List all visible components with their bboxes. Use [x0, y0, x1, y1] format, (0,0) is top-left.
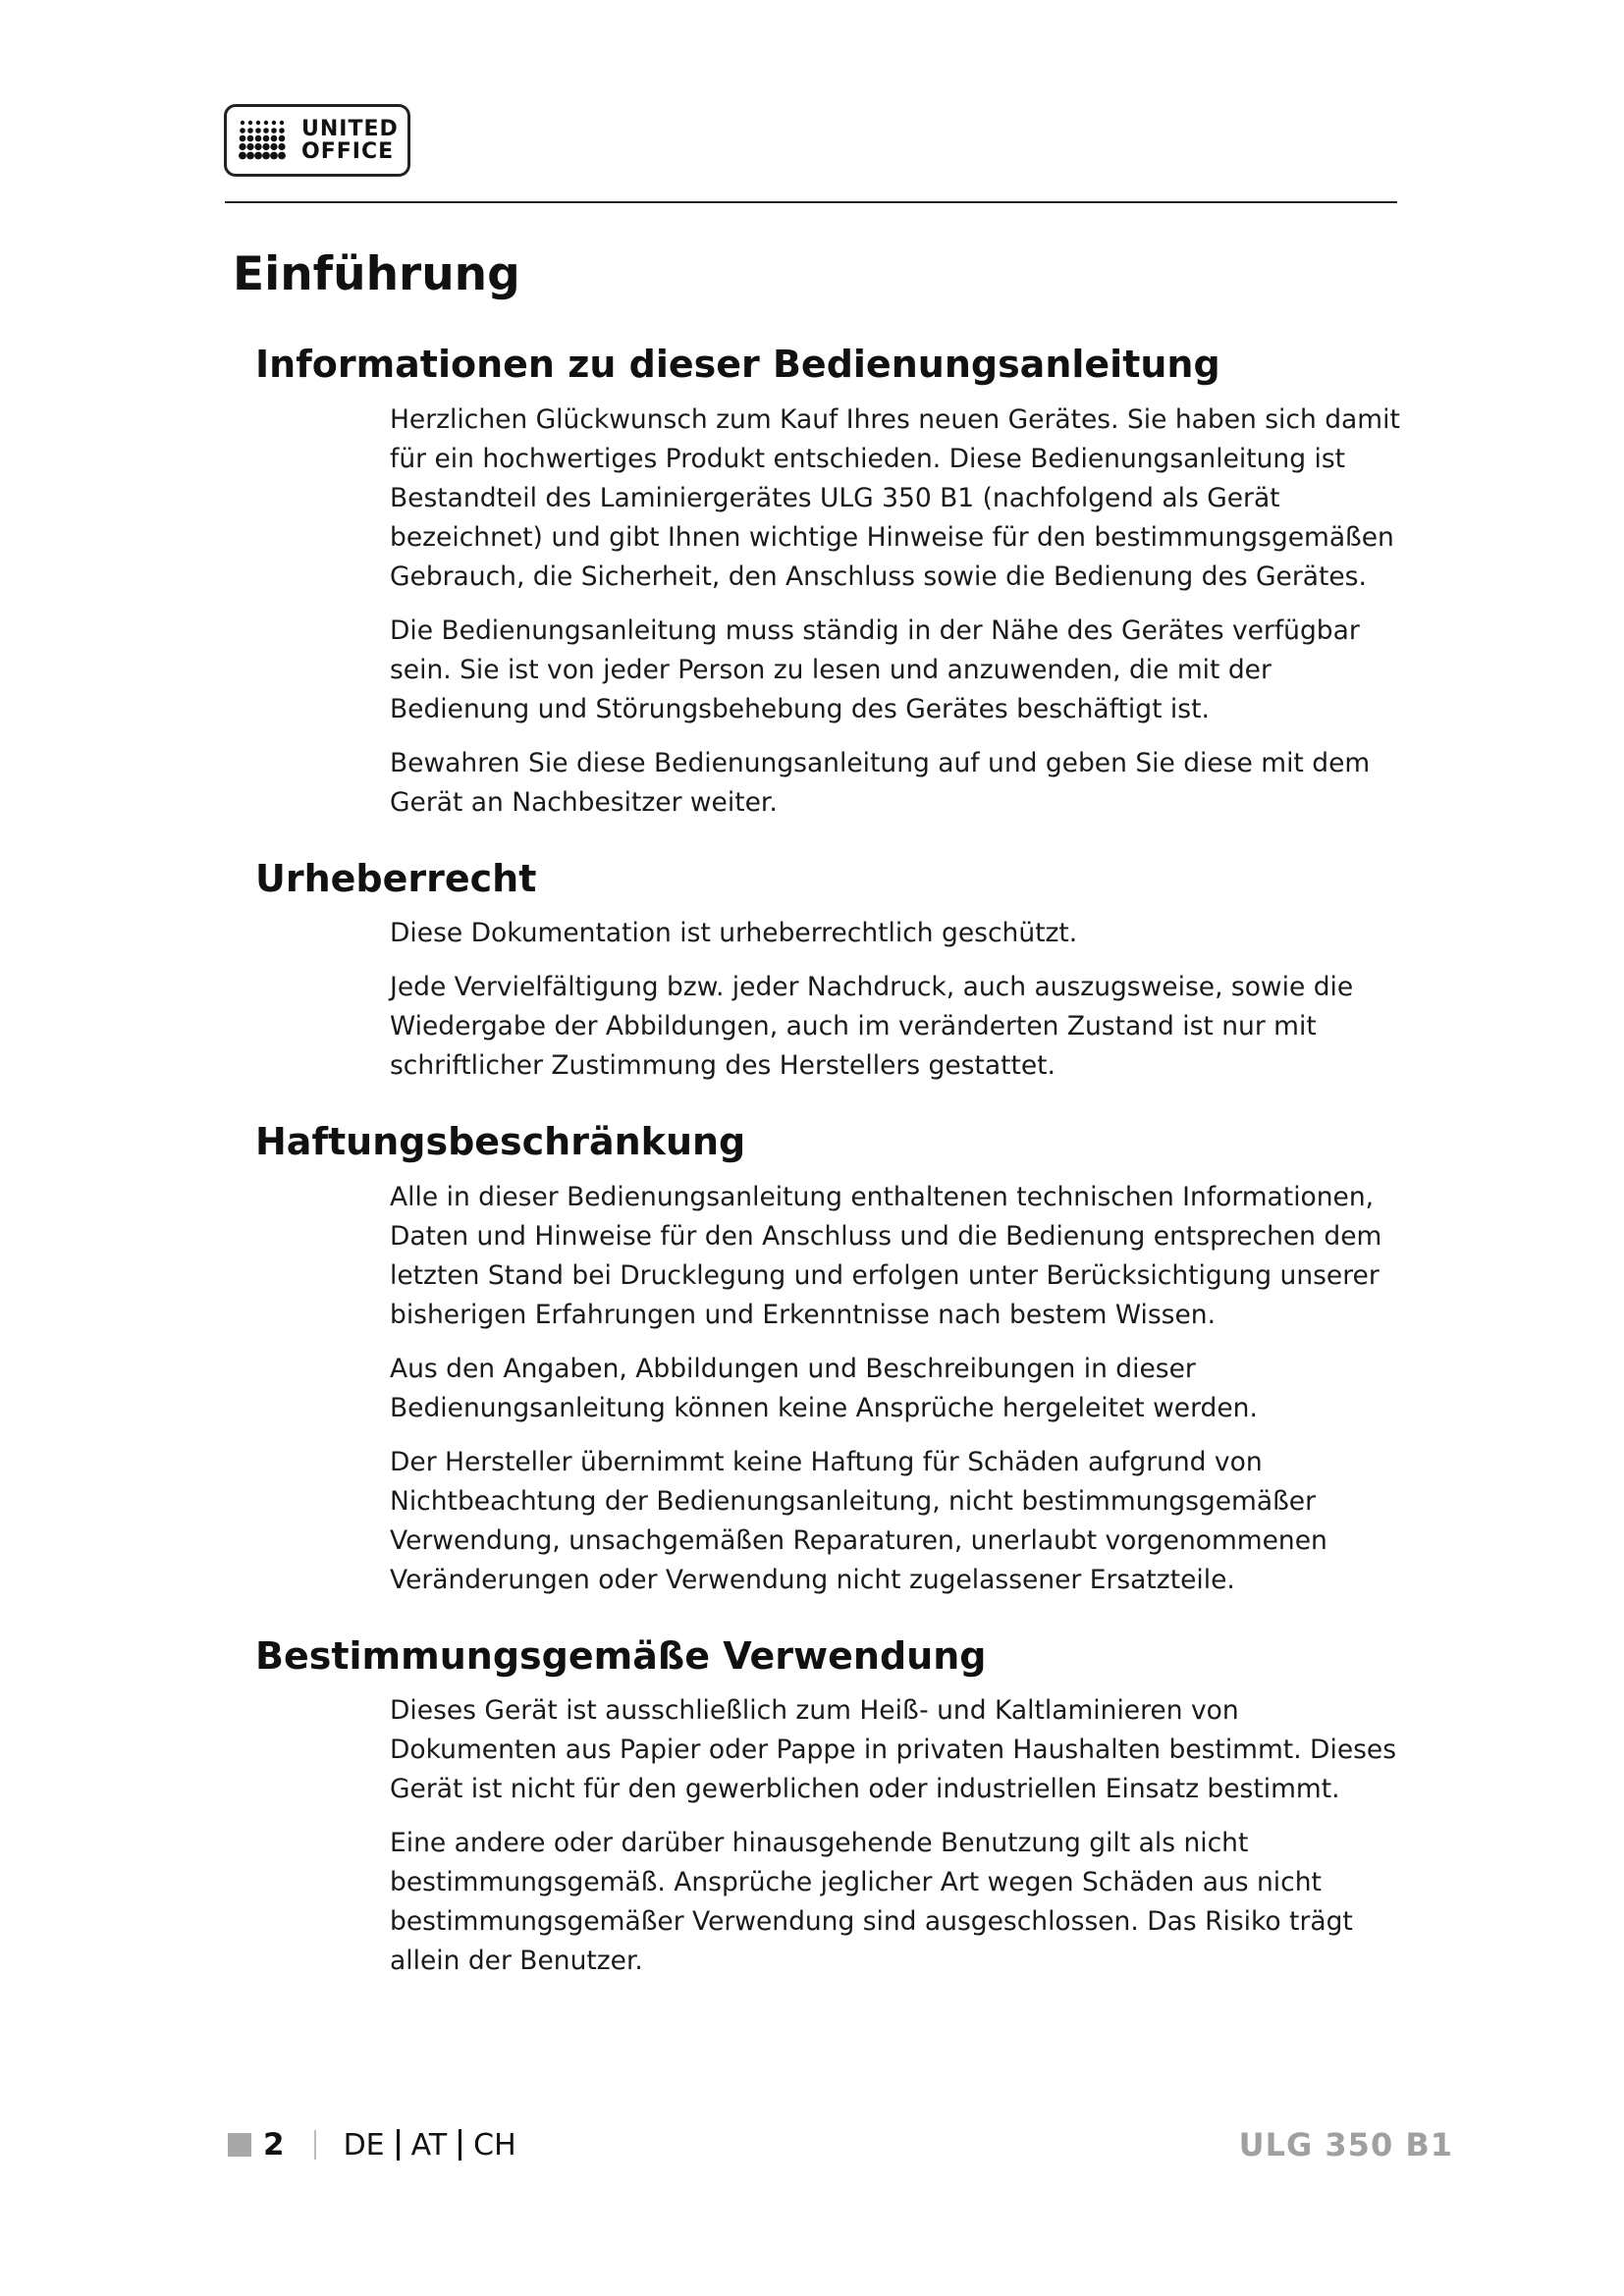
section-heading: Bestimmungsgemäße Verwendung [255, 1633, 987, 1678]
page-number: 2 [263, 2127, 285, 2163]
paragraph: Die Bedienungsanleitung muss ständig in der Nähe des Gerätes verfügbar sein. Sie ist von jeder Person zu lesen und anzuwenden, die mit der Bedienung und Störungsbehebung des Gerätes beschäftigt ist. [390, 614, 1360, 724]
section-intended-use [255, 1633, 1404, 1982]
footer-divider [314, 2130, 316, 2160]
section-copyright [255, 856, 1404, 1087]
logo-line-1: UNITED [301, 117, 399, 141]
language-separator [459, 2129, 461, 2161]
logo-text [301, 118, 399, 163]
logo-dots-icon [237, 118, 294, 163]
language-ch: CH [473, 2127, 516, 2163]
footer-square-icon [228, 2133, 251, 2157]
brand-logo [224, 104, 410, 177]
paragraph: Diese Dokumentation ist urheberrechtlich geschützt. [390, 918, 1078, 948]
section-manual-info [255, 342, 1404, 823]
paragraph: Herzlichen Glückwunsch zum Kauf Ihres neuen Gerätes. Sie haben sich damit für ein hochwertiges Produkt entschieden. Diese Bedienungsanleitung ist Bestandteil des Laminiergerätes ULG 350 B1 (nachfolgend als Gerät bezeichnet) und gibt Ihnen wichtige Hinweise für den bestimmungsgemäßen Gebrauch, die Sicherheit, den Anschluss sowie die Bedienung des Gerätes. [390, 403, 1400, 592]
section-liability [255, 1119, 1404, 1600]
logo-line-2: OFFICE [301, 139, 395, 164]
page-title: Einführung [233, 247, 520, 301]
language-separator [397, 2129, 400, 2161]
paragraph: Jede Vervielfältigung bzw. jeder Nachdruck, auch auszugsweise, sowie die Wiedergabe der Abbildungen, auch im veränderten Zustand ist nur mit schriftlicher Zustimmung des Herstellers gestattet. [390, 972, 1354, 1081]
paragraph: Der Hersteller übernimmt keine Haftung für Schäden aufgrund von Nichtbeachtung der Bedienungsanleitung, nicht bestimmungsgemäßer Verwendung, unsachgemäßen Reparaturen, unerlaubt vorgenommenen Veränderungen oder Verwendung nicht zugelassener Ersatzteile. [390, 1446, 1327, 1595]
language-at: AT [410, 2127, 448, 2163]
model-number: ULG 350 B1 [1238, 2126, 1453, 2163]
page-footer [228, 2120, 1453, 2169]
section-heading: Informationen zu dieser Bedienungsanleitung [255, 343, 1220, 386]
paragraph: Alle in dieser Bedienungsanleitung enthaltenen technischen Informationen, Daten und Hinweise für den Anschluss und die Bedienung entsprechen dem letzten Stand bei Drucklegung und erfolgen unter Berücksichtigung unserer bisherigen Erfahrungen und Erkenntnisse nach bestem Wissen. [390, 1181, 1382, 1330]
paragraph: Aus den Angaben, Abbildungen und Beschreibungen in dieser Bedienungsanleitung können keine Ansprüche hergeleitet werden. [390, 1353, 1258, 1423]
content [255, 342, 1404, 2014]
section-heading: Urheberrecht [255, 856, 537, 900]
paragraph: Bewahren Sie diese Bedienungsanleitung auf und geben Sie diese mit dem Gerät an Nachbesitzer weiter. [390, 747, 1371, 818]
paragraph: Eine andere oder darüber hinausgehende Benutzung gilt als nicht bestimmungsgemäß. Ansprüche jeglicher Art wegen Schäden aus nicht bestimmungsgemäßer Verwendung sind ausgeschlossen. Das Risiko trägt allein der Benutzer. [390, 1828, 1353, 1976]
section-heading: Haftungsbeschränkung [255, 1120, 746, 1163]
language-de: DE [343, 2127, 385, 2163]
paragraph: Dieses Gerät ist ausschließlich zum Heiß- und Kaltlaminieren von Dokumenten aus Papier oder Pappe in privaten Haushalten bestimmt. Dieses Gerät ist nicht für den gewerblichen oder industriellen Einsatz bestimmt. [390, 1695, 1397, 1804]
header-divider [225, 201, 1397, 203]
